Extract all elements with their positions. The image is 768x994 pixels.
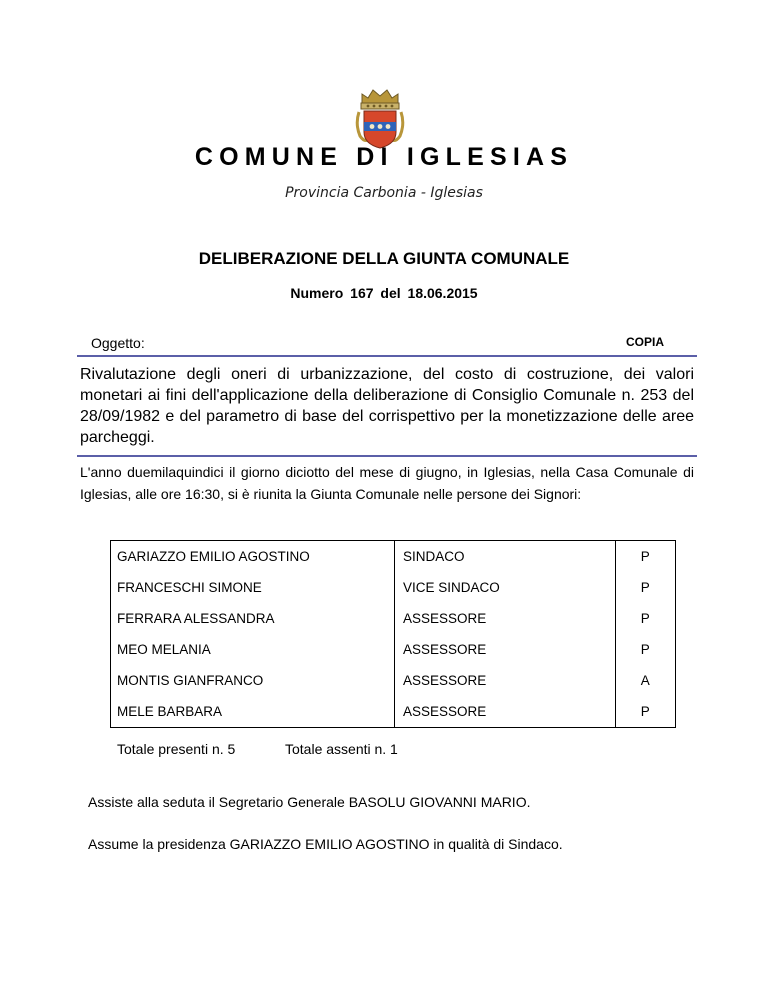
divider-line [77, 355, 697, 357]
totale-presenti: Totale presenti n. 5 [117, 741, 236, 757]
copia-label: COPIA [625, 335, 664, 349]
member-status: P [615, 634, 675, 665]
member-status: P [615, 572, 675, 603]
oggetto-text: Rivalutazione degli oneri di urbanizzazione, del costo di costruzione, dei valori monetari ai fini dell'applicazione della deliberazione di Consiglio Comunale n. 253 del 28/09/1982 e del parametro di base del corrispettivo per la monetizzazione delle aree parcheggi. [80, 366, 694, 446]
table-row [111, 634, 676, 665]
member-status: P [615, 541, 675, 573]
member-role: ASSESSORE [394, 696, 615, 728]
member-name: FRANCESCHI SIMONE [111, 572, 395, 603]
member-role: SINDACO [394, 541, 615, 573]
member-status: P [615, 603, 675, 634]
member-name: FERRARA ALESSANDRA [111, 603, 395, 634]
deliberazione-heading: DELIBERAZIONE DELLA GIUNTA COMUNALE [198, 249, 570, 268]
members-table [110, 540, 676, 728]
comune-title: COMUNE DI IGLESIAS [194, 143, 574, 171]
table-row [111, 665, 676, 696]
presidenza-line: Assume la presidenza GARIAZZO EMILIO AGOSTINO in qualità di Sindaco. [88, 836, 563, 852]
table-row [111, 572, 676, 603]
member-status: P [615, 696, 675, 728]
totals-line [117, 741, 398, 757]
member-role: ASSESSORE [394, 665, 615, 696]
member-role: VICE SINDACO [394, 572, 615, 603]
member-name: MELE BARBARA [111, 696, 395, 728]
coat-of-arms-icon [354, 84, 406, 150]
totale-assenti: Totale assenti n. 1 [285, 741, 398, 757]
table-row [111, 603, 676, 634]
member-name: GARIAZZO EMILIO AGOSTINO [111, 541, 395, 573]
divider-line [77, 455, 697, 457]
deliberazione-number: Numero 167 del 18.06.2015 [290, 285, 478, 301]
provincia-subtitle: Provincia Carbonia - Iglesias [285, 185, 483, 201]
oggetto-label: Oggetto: [91, 335, 145, 351]
member-role: ASSESSORE [394, 634, 615, 665]
table-row [111, 541, 676, 573]
member-name: MONTIS GIANFRANCO [111, 665, 395, 696]
intro-paragraph: L'anno duemilaquindici il giorno diciotto del mese di giugno, in Iglesias, nella Casa Comunale di Iglesias, alle ore 16:30, si è riunita la Giunta Comunale nelle persone dei Signori: [80, 464, 694, 502]
member-name: MEO MELANIA [111, 634, 395, 665]
member-role: ASSESSORE [394, 603, 615, 634]
assiste-line: Assiste alla seduta il Segretario Generale BASOLU GIOVANNI MARIO. [88, 794, 531, 810]
member-status: A [615, 665, 675, 696]
table-row [111, 696, 676, 728]
